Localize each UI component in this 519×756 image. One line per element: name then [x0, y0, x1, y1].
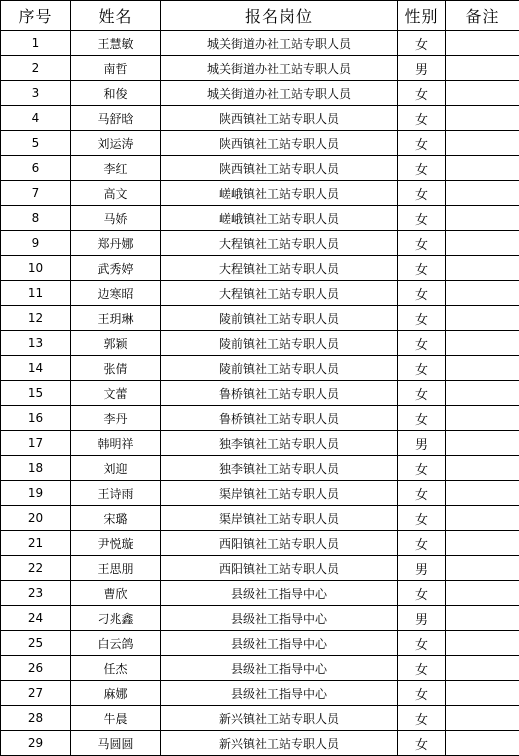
table-row [1, 381, 519, 406]
cell-name: 郑丹娜 [71, 231, 161, 256]
cell-remarks [446, 406, 519, 431]
cell-position: 城关街道办社工站专职人员 [161, 81, 398, 106]
cell-gender: 女 [398, 206, 446, 231]
table-row [1, 506, 519, 531]
cell-index: 5 [1, 131, 71, 156]
cell-gender: 男 [398, 606, 446, 631]
cell-position: 西阳镇社工站专职人员 [161, 531, 398, 556]
table-row [1, 481, 519, 506]
cell-gender: 女 [398, 231, 446, 256]
table-row [1, 306, 519, 331]
cell-gender: 女 [398, 256, 446, 281]
cell-name: 牛晨 [71, 706, 161, 731]
header-row [1, 1, 519, 31]
cell-name: 边寒昭 [71, 281, 161, 306]
cell-position: 陵前镇社工站专职人员 [161, 356, 398, 381]
cell-gender: 女 [398, 731, 446, 756]
cell-name: 刘运涛 [71, 131, 161, 156]
cell-position: 陵前镇社工站专职人员 [161, 331, 398, 356]
cell-remarks [446, 731, 519, 756]
cell-remarks [446, 681, 519, 706]
cell-name: 任杰 [71, 656, 161, 681]
cell-index: 2 [1, 56, 71, 81]
cell-index: 8 [1, 206, 71, 231]
cell-remarks [446, 606, 519, 631]
cell-remarks [446, 31, 519, 56]
table-row [1, 581, 519, 606]
cell-name: 马圆圆 [71, 731, 161, 756]
cell-name: 韩明祥 [71, 431, 161, 456]
cell-remarks [446, 431, 519, 456]
cell-gender: 女 [398, 656, 446, 681]
cell-position: 鲁桥镇社工站专职人员 [161, 381, 398, 406]
header-remarks: 备注 [446, 1, 519, 31]
cell-remarks [446, 506, 519, 531]
table-row [1, 81, 519, 106]
cell-remarks [446, 381, 519, 406]
cell-remarks [446, 481, 519, 506]
cell-name: 曹欣 [71, 581, 161, 606]
table-row [1, 106, 519, 131]
header-name: 姓名 [71, 1, 161, 31]
cell-remarks [446, 281, 519, 306]
table-row [1, 181, 519, 206]
cell-name: 麻娜 [71, 681, 161, 706]
cell-remarks [446, 181, 519, 206]
cell-gender: 女 [398, 131, 446, 156]
cell-index: 7 [1, 181, 71, 206]
cell-index: 29 [1, 731, 71, 756]
cell-position: 大程镇社工站专职人员 [161, 231, 398, 256]
cell-index: 15 [1, 381, 71, 406]
cell-position: 陕西镇社工站专职人员 [161, 106, 398, 131]
cell-name: 白云鸽 [71, 631, 161, 656]
cell-remarks [446, 656, 519, 681]
table-row [1, 681, 519, 706]
cell-position: 渠岸镇社工站专职人员 [161, 481, 398, 506]
cell-gender: 女 [398, 456, 446, 481]
table-row [1, 531, 519, 556]
cell-remarks [446, 306, 519, 331]
cell-index: 27 [1, 681, 71, 706]
cell-name: 马娇 [71, 206, 161, 231]
table-row [1, 556, 519, 581]
cell-name: 文蕾 [71, 381, 161, 406]
cell-name: 刁兆鑫 [71, 606, 161, 631]
table-row [1, 631, 519, 656]
cell-index: 13 [1, 331, 71, 356]
cell-name: 和俊 [71, 81, 161, 106]
cell-name: 王诗雨 [71, 481, 161, 506]
cell-name: 张倩 [71, 356, 161, 381]
cell-index: 28 [1, 706, 71, 731]
cell-gender: 女 [398, 506, 446, 531]
cell-position: 嵯峨镇社工站专职人员 [161, 206, 398, 231]
cell-index: 26 [1, 656, 71, 681]
table-row [1, 606, 519, 631]
cell-index: 1 [1, 31, 71, 56]
cell-name: 郭颖 [71, 331, 161, 356]
cell-index: 9 [1, 231, 71, 256]
cell-index: 6 [1, 156, 71, 181]
cell-remarks [446, 156, 519, 181]
cell-remarks [446, 331, 519, 356]
cell-gender: 女 [398, 481, 446, 506]
cell-remarks [446, 231, 519, 256]
cell-position: 县级社工指导中心 [161, 606, 398, 631]
cell-gender: 女 [398, 331, 446, 356]
header-position: 报名岗位 [161, 1, 398, 31]
cell-name: 高文 [71, 181, 161, 206]
cell-remarks [446, 456, 519, 481]
cell-name: 武秀婷 [71, 256, 161, 281]
cell-remarks [446, 706, 519, 731]
cell-index: 21 [1, 531, 71, 556]
cell-gender: 男 [398, 556, 446, 581]
cell-index: 12 [1, 306, 71, 331]
table-row [1, 706, 519, 731]
cell-remarks [446, 631, 519, 656]
cell-gender: 男 [398, 56, 446, 81]
table-row [1, 281, 519, 306]
cell-position: 嵯峨镇社工站专职人员 [161, 181, 398, 206]
cell-position: 独李镇社工站专职人员 [161, 456, 398, 481]
cell-remarks [446, 256, 519, 281]
cell-name: 王玥琳 [71, 306, 161, 331]
table-row [1, 256, 519, 281]
cell-index: 20 [1, 506, 71, 531]
cell-name: 马舒晗 [71, 106, 161, 131]
cell-index: 25 [1, 631, 71, 656]
cell-gender: 女 [398, 156, 446, 181]
cell-gender: 女 [398, 531, 446, 556]
cell-position: 鲁桥镇社工站专职人员 [161, 406, 398, 431]
table-row [1, 156, 519, 181]
table-row [1, 656, 519, 681]
cell-gender: 女 [398, 381, 446, 406]
cell-gender: 女 [398, 306, 446, 331]
cell-remarks [446, 356, 519, 381]
cell-position: 城关街道办社工站专职人员 [161, 56, 398, 81]
cell-position: 大程镇社工站专职人员 [161, 256, 398, 281]
cell-index: 24 [1, 606, 71, 631]
table-row [1, 406, 519, 431]
table-row [1, 731, 519, 756]
table-row [1, 331, 519, 356]
cell-index: 11 [1, 281, 71, 306]
cell-name: 刘迎 [71, 456, 161, 481]
header-index: 序号 [1, 1, 71, 31]
cell-position: 新兴镇社工站专职人员 [161, 731, 398, 756]
table-row [1, 456, 519, 481]
cell-remarks [446, 531, 519, 556]
cell-position: 陕西镇社工站专职人员 [161, 131, 398, 156]
cell-remarks [446, 556, 519, 581]
cell-position: 渠岸镇社工站专职人员 [161, 506, 398, 531]
cell-position: 独李镇社工站专职人员 [161, 431, 398, 456]
cell-position: 县级社工指导中心 [161, 681, 398, 706]
cell-position: 县级社工指导中心 [161, 631, 398, 656]
cell-remarks [446, 106, 519, 131]
cell-gender: 女 [398, 406, 446, 431]
table-row [1, 231, 519, 256]
cell-gender: 女 [398, 356, 446, 381]
cell-position: 县级社工指导中心 [161, 581, 398, 606]
cell-name: 尹悦璇 [71, 531, 161, 556]
cell-gender: 女 [398, 581, 446, 606]
cell-index: 23 [1, 581, 71, 606]
cell-index: 18 [1, 456, 71, 481]
cell-gender: 女 [398, 81, 446, 106]
cell-index: 22 [1, 556, 71, 581]
table-row [1, 31, 519, 56]
cell-name: 宋璐 [71, 506, 161, 531]
cell-remarks [446, 581, 519, 606]
cell-index: 10 [1, 256, 71, 281]
cell-remarks [446, 81, 519, 106]
cell-position: 县级社工指导中心 [161, 656, 398, 681]
table-row [1, 356, 519, 381]
cell-gender: 女 [398, 181, 446, 206]
cell-gender: 男 [398, 431, 446, 456]
cell-gender: 女 [398, 31, 446, 56]
cell-gender: 女 [398, 281, 446, 306]
cell-remarks [446, 56, 519, 81]
cell-index: 3 [1, 81, 71, 106]
cell-position: 大程镇社工站专职人员 [161, 281, 398, 306]
table-row [1, 56, 519, 81]
header-gender: 性别 [398, 1, 446, 31]
table-row [1, 206, 519, 231]
cell-name: 李红 [71, 156, 161, 181]
cell-gender: 女 [398, 106, 446, 131]
cell-position: 新兴镇社工站专职人员 [161, 706, 398, 731]
cell-gender: 女 [398, 706, 446, 731]
cell-index: 17 [1, 431, 71, 456]
table-row [1, 131, 519, 156]
cell-remarks [446, 131, 519, 156]
cell-position: 陵前镇社工站专职人员 [161, 306, 398, 331]
cell-name: 李丹 [71, 406, 161, 431]
cell-position: 陕西镇社工站专职人员 [161, 156, 398, 181]
cell-position: 西阳镇社工站专职人员 [161, 556, 398, 581]
cell-index: 19 [1, 481, 71, 506]
cell-name: 南哲 [71, 56, 161, 81]
cell-remarks [446, 206, 519, 231]
cell-name: 王慧敏 [71, 31, 161, 56]
cell-position: 城关街道办社工站专职人员 [161, 31, 398, 56]
cell-index: 14 [1, 356, 71, 381]
cell-gender: 女 [398, 631, 446, 656]
cell-index: 16 [1, 406, 71, 431]
cell-gender: 女 [398, 681, 446, 706]
cell-index: 4 [1, 106, 71, 131]
table-row [1, 431, 519, 456]
cell-name: 王思朋 [71, 556, 161, 581]
